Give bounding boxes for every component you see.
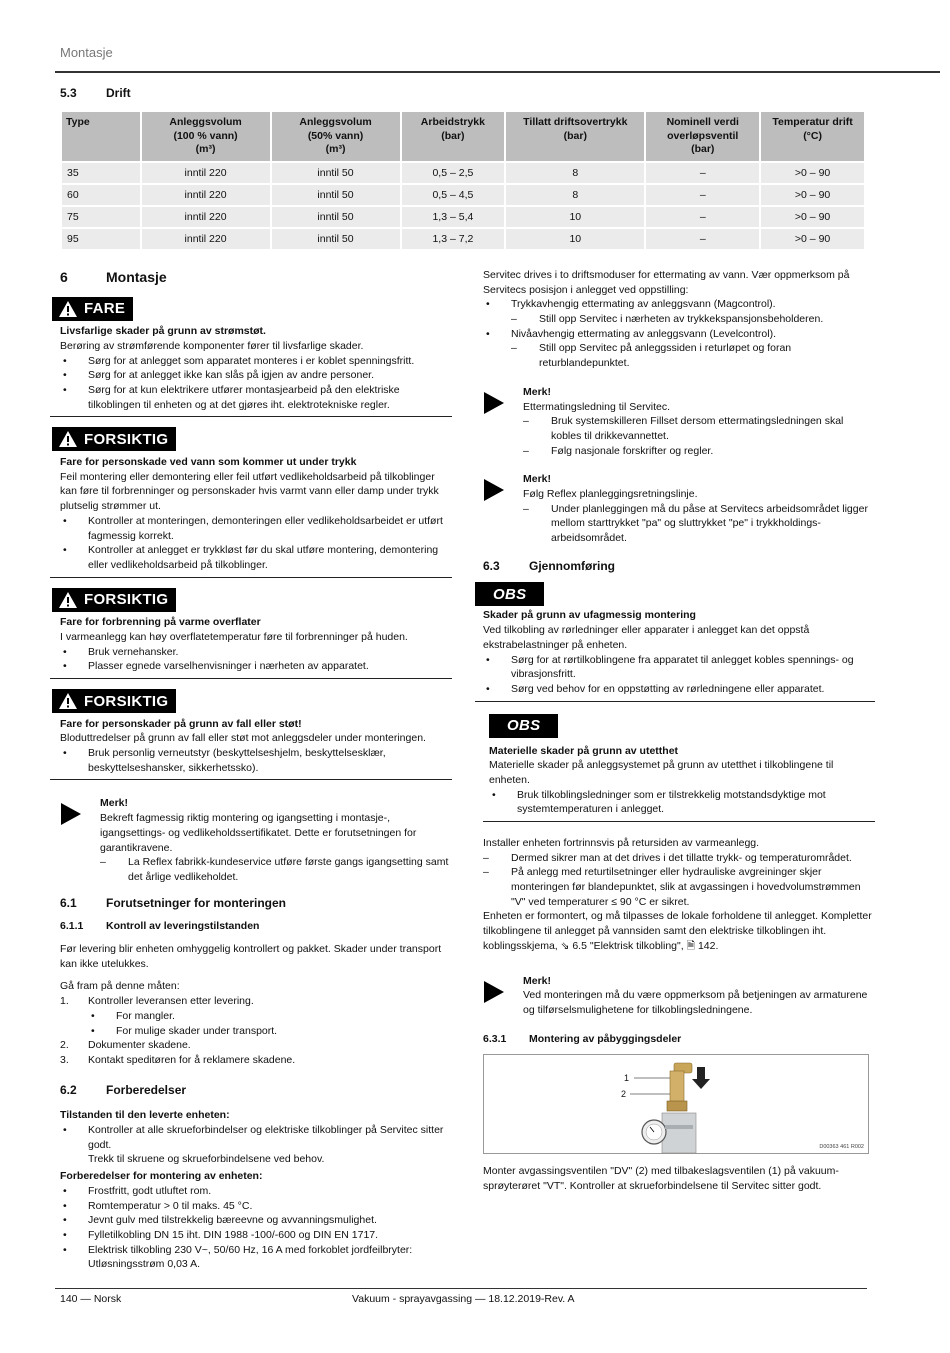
caution-badge (52, 588, 176, 612)
box-text: Bloduttredelser på grunn av fall eller støt mot anleggsdeler under monteringen. (60, 732, 426, 745)
table-cell: 8 (506, 163, 644, 183)
caution-box-fall (50, 689, 452, 780)
table-cell: inntil 220 (142, 185, 270, 205)
note-text: Følg Reflex planleggingsretningslinje. (523, 487, 698, 500)
table-cell: – (646, 229, 759, 249)
th-temperature (761, 112, 864, 161)
table-cell: 0,5 – 4,5 (402, 185, 505, 205)
th-label: Type (66, 116, 90, 128)
table-row (62, 185, 864, 205)
th-allowed-pressure (506, 112, 644, 161)
list-item: • Kontroller at alle skrueforbindelser og elektriske tilkoblinger på Servitec sitter godt. (60, 1123, 452, 1152)
th-label: Anleggsvolum (50% vann) (m³) (299, 116, 372, 156)
box-title: Livsfarlige skader på grunn av strømstøt. (60, 325, 266, 338)
caution-badge (52, 689, 176, 713)
table-cell: 10 (506, 207, 644, 227)
table-cell: 0,5 – 2,5 (402, 163, 505, 183)
note-label: Merk! (100, 797, 129, 810)
section-number: 6.3.1 (483, 1032, 507, 1045)
table-row (62, 163, 864, 183)
table-cell: 75 (62, 207, 140, 227)
table-cell: >0 – 90 (761, 185, 864, 205)
list-item: • For mangler. (88, 1009, 452, 1024)
note-arrow-icon (483, 385, 523, 458)
list-item: – Følg nasjonale forskrifter og regler. (523, 444, 875, 459)
box-text: Berøring av strømførende komponenter fører til livsfarlige skader. (60, 339, 364, 352)
section-title: Montasje (106, 269, 167, 285)
item-text: Trykkavhengig ettermating av anleggsvann (Magcontrol). (511, 298, 776, 311)
figure-code: D00363 461 R002 (819, 1143, 864, 1150)
th-working-pressure (402, 112, 505, 161)
bullet-list (60, 514, 452, 573)
caution-badge (52, 427, 176, 451)
list-item: – La Reflex fabrikk-kundeservice utføre første gangs igangsetting samt det årlige vedlikeholdet. (100, 855, 452, 884)
mounting-figure (483, 1054, 869, 1154)
table-cell: 35 (62, 163, 140, 183)
list-item: • Frostfritt, godt utluftet rom. (60, 1184, 452, 1199)
list-item: • Fylletilkobling DN 15 iht. DIN 1988 -100/-600 og DIN EN 1717. (60, 1228, 452, 1243)
box-text: Feil montering eller demontering eller feil utført vedlikeholdsarbeid på tilkoblinger kan føre til forbrenninger og personskader hvis varmt vann eller damp under trykk plutselig strømmer ut. (60, 470, 439, 513)
figure-label-1: 1 (624, 1073, 630, 1084)
notice-box-leakage (483, 714, 875, 822)
list-item: – Dermed sikrer man at det drives i det tillatte trykk- og temperaturområdet. (483, 851, 875, 866)
th-label: Nominell verdi overløpsventil (bar) (666, 116, 739, 156)
table-cell: >0 – 90 (761, 207, 864, 227)
section-5-3-heading (60, 85, 131, 102)
running-head: Montasje (60, 45, 113, 60)
header-rule (55, 71, 940, 73)
notice-box-mounting (475, 582, 875, 701)
page-number: 140 — Norsk (60, 1293, 122, 1305)
warning-triangle-icon (58, 591, 78, 609)
dash-list (511, 312, 875, 327)
list-item (483, 327, 875, 371)
section-title: Kontroll av leveringstilstanden (106, 920, 260, 933)
warning-triangle-icon (58, 430, 78, 448)
subheading: Forberedelser for montering av enheten: (60, 1170, 263, 1183)
table-cell: inntil 220 (142, 163, 270, 183)
box-text: I varmeanlegg kan høy overflatetemperatur føre til forbrenninger på huden. (60, 630, 408, 643)
table-cell: 1,3 – 5,4 (402, 207, 505, 227)
sub-list (88, 1009, 452, 1038)
paragraph: Servitec drives i to driftsmoduser for ettermating av vann. Vær oppmerksom på Servitecs posisjon i anlegget ved oppstilling: (483, 269, 850, 296)
right-column (483, 268, 875, 1194)
table-row (62, 229, 864, 249)
list-item (60, 994, 452, 1038)
box-title: Fare for personskade ved vann som kommer ut under trykk (60, 456, 357, 469)
notice-badge: OBS (489, 714, 558, 738)
th-label: Tillatt driftsovertrykk (bar) (523, 116, 628, 142)
step-number: 2. (60, 1039, 69, 1052)
list-item: – Under planleggingen må du påse at Servitecs arbeidsområdet ligger mellom starttrykket "pa" og sluttrykket "pe" i trykkholdings-arbeidsområdet. (523, 502, 875, 546)
note-text: Ettermatingsledning til Servitec. (523, 400, 671, 413)
box-text: Materielle skader på anleggsystemet på grunn av utetthet i tilkoblingene til enheten. (489, 759, 834, 786)
paragraph: Før levering blir enheten omhyggelig kontrollert og pakket. Skader under transport kan ikke utelukkes. (60, 943, 442, 970)
figure-label-2: 2 (621, 1089, 627, 1100)
box-title: Materielle skader på grunn av utetthet (489, 744, 679, 757)
drift-table (60, 110, 866, 251)
note-warranty (60, 796, 452, 884)
badge-label: FORSIKTIG (84, 430, 169, 448)
step-number: 3. (60, 1053, 69, 1066)
table-cell: inntil 50 (272, 185, 400, 205)
table-cell: inntil 50 (272, 207, 400, 227)
dash-list (523, 414, 875, 458)
list-item: – Still opp Servitec på anleggssiden i returløpet og foran returblandepunktet. (511, 341, 875, 370)
section-title: Drift (106, 86, 131, 100)
list-item: • Sørg for at anlegget som apparatet monteres i er koblet spenningsfritt. (60, 354, 452, 369)
paragraph: Enheten er formontert, og må tilpasses de lokale forholdene til anlegget. Kompletter tilkoblingene til anlegget på vannsiden samt den elektriske tilkoblingen iht. koblingsskjema, ⇘ 6.5 "Elektrisk tilkobling", 🗎 142. (483, 910, 872, 952)
section-title: Forutsetninger for monteringen (106, 895, 286, 910)
danger-box (50, 297, 452, 418)
section-number: 6 (60, 269, 68, 285)
section-number: 6.3 (483, 558, 500, 573)
note-arrow-icon (483, 472, 523, 545)
list-item: • Bruk personlig verneutstyr (beskyttelseshjelm, beskyttelsesklær, beskyttelseshansker, sikkerhetssko). (60, 746, 452, 775)
th-overflow-valve (646, 112, 759, 161)
list-item (483, 297, 875, 326)
section-title: Gjennomføring (529, 558, 615, 573)
list-item: – På anlegg med returtilsetninger eller hydrauliske avgreininger skjer monteringen før blandepunktet, slik at avgassingen i hovedvolumstrømmen "V" ved temperaturer ≤ 90 °C er sikret. (483, 865, 875, 909)
note-arrow-icon (60, 796, 100, 884)
dash-list (523, 502, 875, 546)
warning-triangle-icon (58, 692, 78, 710)
box-title: Fare for personskader på grunn av fall eller støt! (60, 717, 302, 730)
bullet-list (60, 645, 452, 674)
table-header-row (62, 112, 864, 161)
table-cell: inntil 220 (142, 229, 270, 249)
badge-label: FORSIKTIG (84, 692, 169, 710)
th-volume-100 (142, 112, 270, 161)
section-number: 6.1.1 (60, 920, 84, 933)
table-cell: inntil 50 (272, 229, 400, 249)
section-6-3-1-heading (483, 1032, 875, 1047)
section-number: 6.1 (60, 895, 77, 910)
bullet-list (483, 653, 875, 697)
note-refill-line (483, 385, 875, 458)
item-text: Nivåavhengig ettermating av anleggsvann (Levelcontrol). (511, 327, 776, 340)
warning-triangle-icon (58, 300, 78, 318)
list-item: – Bruk systemskilleren Fillset dersom ettermatingsledningen skal kobles til drikkevannettet. (523, 414, 875, 443)
bullet-list (60, 746, 452, 775)
list-item: • Bruk vernehansker. (60, 645, 452, 660)
list-item: • For mulige skader under transport. (88, 1024, 452, 1039)
box-title: Skader på grunn av ufagmessig montering (483, 609, 696, 622)
list-item: • Plasser egnede varselhenvisninger i nærheten av apparatet. (60, 659, 452, 674)
table-cell: 8 (506, 185, 644, 205)
table-cell: – (646, 207, 759, 227)
caution-box-pressure (50, 427, 452, 577)
section-title: Montering av påbyggingsdeler (529, 1032, 682, 1045)
table-cell: 1,3 – 7,2 (402, 229, 505, 249)
list-item: • Jevnt gulv med tilstrekkelig bæreevne og avvanningsmulighet. (60, 1213, 452, 1228)
note-label: Merk! (523, 473, 552, 486)
dash-list (100, 855, 452, 884)
th-volume-50 (272, 112, 400, 161)
paragraph: Gå fram på denne måten: (60, 980, 180, 993)
note-text: Bekreft fagmessig riktig montering og igangsetting i montasje-, igangsettings- og vedlikeholdssertifikatet. Dette er forutsetningen for garantikravene. (100, 812, 417, 854)
bullet-list (60, 1184, 452, 1272)
table-cell: 60 (62, 185, 140, 205)
badge-label: FARE (84, 300, 126, 318)
bullet-list (60, 1123, 452, 1152)
table-cell: inntil 220 (142, 207, 270, 227)
section-number: 5.3 (60, 86, 77, 100)
section-6-1-heading (60, 895, 452, 912)
table-cell: – (646, 185, 759, 205)
steps-list (60, 994, 452, 1067)
note-label: Merk! (523, 974, 552, 987)
list-item: • Kontroller at monteringen, demonteringen eller vedlikeholdsarbeidet er utført fagmessig korrekt. (60, 514, 452, 543)
step-text: Kontroller leveransen etter levering. (88, 995, 254, 1008)
subheading: Tilstanden til den leverte enheten: (60, 1109, 230, 1122)
table-cell: – (646, 163, 759, 183)
note-text: Ved monteringen må du være oppmerksom på betjeningen av armaturene og tilførselsmulighetene for tilkoblingsledningene. (523, 989, 868, 1016)
list-item: – Still opp Servitec i nærheten av trykkekspansjonsbeholderen. (511, 312, 875, 327)
list-item (60, 1053, 452, 1068)
valve-illustration-icon (484, 1055, 870, 1155)
table-cell: 95 (62, 229, 140, 249)
list-item: • Kontroller at anlegget er trykkløst før du skal utføre montering, demontering eller vedlikeholdsarbeid på tilkoblinger. (60, 543, 452, 572)
note-arrow-icon (483, 974, 523, 1018)
caution-box-hot-surface (50, 588, 452, 679)
list-item: • Sørg ved behov for en oppstøtting av rørledningene eller apparatet. (483, 682, 875, 697)
section-number: 6.2 (60, 1082, 77, 1097)
table-cell: inntil 50 (272, 163, 400, 183)
badge-label: FORSIKTIG (84, 591, 169, 609)
list-item: • Romtemperatur > 0 til maks. 45 °C. (60, 1199, 452, 1214)
box-text: Ved tilkobling av rørledninger eller apparater i anlegget kan det oppstå ekstrabelastninger på enheten. (483, 624, 810, 651)
section-6-2-heading (60, 1082, 452, 1099)
bullet-list (483, 297, 875, 370)
table-cell: >0 – 90 (761, 163, 864, 183)
table-cell: 10 (506, 229, 644, 249)
th-label: Anleggsvolum (100 % vann) (m³) (169, 116, 242, 156)
list-item: • Sørg for at kun elektrikere utfører montasjearbeid på den elektriske tilkoblingen til enheten og at det gjøres iht. elektrotekniske regler. (60, 383, 452, 412)
note-operation (483, 974, 875, 1018)
section-6-heading (60, 268, 452, 288)
note-label: Merk! (523, 385, 552, 398)
list-item: • Bruk tilkoblingsledninger som er tilstrekkelig motstandsdyktige mot systemtemperaturen i anlegget. (489, 788, 875, 817)
list-item (60, 1038, 452, 1053)
section-6-3-heading (483, 558, 875, 575)
list-item: • Sørg for at rørtilkoblingene fra apparatet til anlegget kobles spennings- og vibrasjonsfritt. (483, 653, 875, 682)
box-title: Fare for forbrenning på varme overflater (60, 616, 261, 629)
section-6-1-1-heading (60, 919, 452, 934)
step-number: 1. (60, 995, 69, 1008)
note-planning (483, 472, 875, 545)
paragraph: Trekk til skruene og skrueforbindelsene ved behov. (88, 1153, 325, 1166)
list-item: • Sørg for at anlegget ikke kan slås på igjen av andre personer. (60, 368, 452, 383)
dash-list (483, 851, 875, 910)
dash-list (511, 341, 875, 370)
paragraph: Installer enheten fortrinnsvis på retursiden av varmeanlegg. (483, 837, 760, 850)
th-type (62, 112, 140, 161)
table-cell: >0 – 90 (761, 229, 864, 249)
step-text: Dokumenter skadene. (88, 1039, 191, 1052)
step-text: Kontakt speditøren for å reklamere skadene. (88, 1053, 296, 1066)
danger-badge (52, 297, 133, 321)
th-label: Arbeidstrykk (bar) (420, 116, 485, 142)
table-row (62, 207, 864, 227)
bullet-list (60, 354, 452, 413)
left-column (60, 268, 452, 1272)
notice-badge: OBS (475, 582, 544, 606)
document-info: Vakuum - sprayavgassing — 18.12.2019-Rev. A (352, 1293, 575, 1305)
bullet-list (489, 788, 875, 817)
section-title: Forberedelser (106, 1082, 187, 1097)
footer-rule (55, 1288, 867, 1289)
figure-caption: Monter avgassingsventilen "DV" (2) med tilbakeslagsventilen (1) på vakuum-sprøyterøret "VT". Kontroller at skrueforbindelsene til Servitec sitter godt. (483, 1165, 839, 1192)
list-item: • Elektrisk tilkobling 230 V~, 50/60 Hz, 16 A med forkoblet jordfeilbryter: Utløsningsstrøm 0,03 A. (60, 1243, 452, 1272)
th-label: Temperatur drift (°C) (772, 116, 853, 142)
